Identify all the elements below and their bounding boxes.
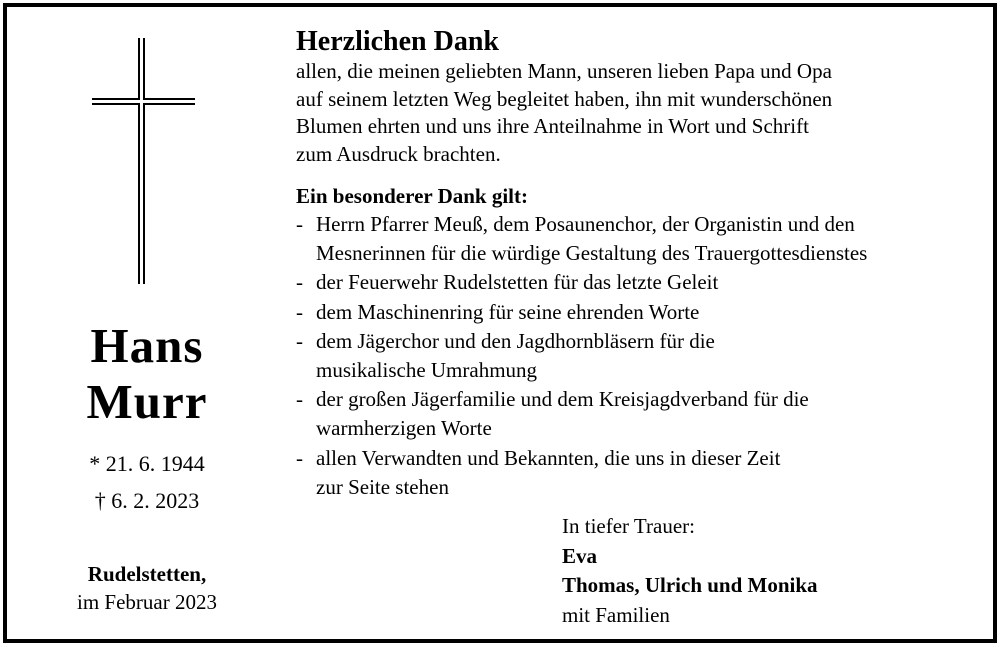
list-item-line: warmherzigen Worte — [316, 416, 492, 441]
first-name: Hans — [90, 318, 204, 373]
intro-line: zum Ausdruck brachten. — [296, 141, 501, 166]
list-item-line: - dem Maschinenring für seine ehrenden Worte — [316, 299, 700, 324]
date: im Februar 2023 — [77, 590, 217, 614]
list-item-line: - allen Verwandten und Bekannten, die uns in dieser Zeit — [316, 445, 781, 470]
intro-line: Blumen ehrten und uns ihre Anteilnahme in Wort und Schrift — [296, 114, 809, 138]
signature-family: mit Familien — [562, 602, 670, 627]
list-item-line: musikalische Umrahmung — [316, 358, 538, 383]
list-item-line: - der großen Jägerfamilie und dem Kreisjagdverband für die — [316, 387, 809, 412]
list-item — [296, 385, 976, 443]
list-item — [296, 298, 976, 327]
intro-paragraph — [296, 58, 976, 168]
deceased-name — [40, 318, 254, 430]
signature-block — [562, 512, 818, 630]
death-date: † 6. 2. 2023 — [94, 488, 200, 513]
heading-title: Herzlichen Dank — [296, 26, 499, 57]
list-item-line: - der Feuerwehr Rudelstetten für das letzte Geleit — [316, 270, 719, 295]
last-name: Murr — [86, 374, 208, 429]
list-item — [296, 210, 976, 268]
intro-line: auf seinem letzten Weg begleitet haben, ihn mit wunderschönen — [296, 86, 833, 111]
signature-intro: In tiefer Trauer: — [562, 514, 695, 538]
list-item — [296, 444, 976, 502]
birth-date: * 21. 6. 1944 — [89, 451, 205, 476]
list-item-line: zur Seite stehen — [316, 474, 449, 499]
special-thanks-heading: Ein besonderer Dank gilt: — [296, 184, 529, 208]
intro-line: allen, die meinen geliebten Mann, unseren lieben Papa und Opa — [296, 59, 832, 83]
signature-name-2: Thomas, Ulrich und Monika — [562, 573, 818, 597]
list-item-line: - Herrn Pfarrer Meuß, dem Posaunenchor, der Organistin und den — [316, 212, 855, 236]
cross-icon — [92, 38, 195, 284]
place: Rudelstetten, — [87, 562, 207, 586]
life-dates — [40, 448, 254, 517]
list-item-line: - dem Jägerchor und den Jagdhornbläsern für die — [316, 328, 715, 353]
thanks-list — [296, 210, 976, 502]
place-and-date — [40, 560, 254, 616]
list-item — [296, 268, 976, 297]
main-text — [296, 26, 976, 502]
list-item — [296, 327, 976, 385]
list-item-line: Mesnerinnen für die würdige Gestaltung des Trauergottesdienstes — [316, 241, 868, 266]
signature-name-1: Eva — [562, 543, 598, 568]
